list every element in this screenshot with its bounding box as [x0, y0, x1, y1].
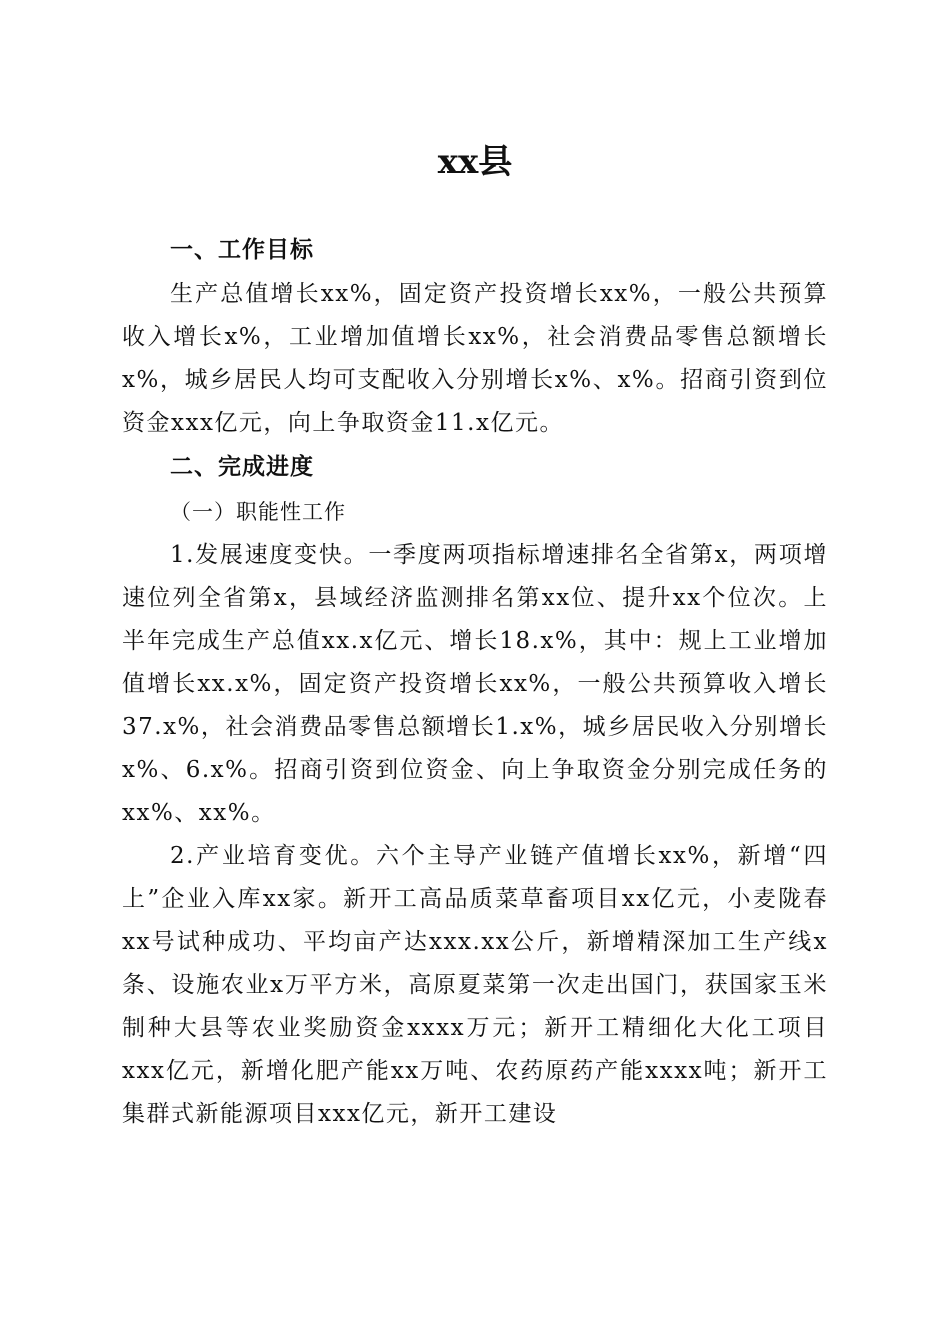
- paragraph-development-speed: 1.发展速度变快。一季度两项指标增速排名全省第x，两项增速位列全省第x，县域经济监测排名第xx位、提升xx个位次。上半年完成生产总值xx.x亿元、增长18.x%，其中：规上工业增加值增长xx.x%，固定资产投资增长xx%，一般公共预算收入增长37.x%，社会消费品零售总额增长1.x%，城乡居民收入分别增长x%、6.x%。招商引资到位资金、向上争取资金分别完成任务的xx%、xx%。: [122, 542, 828, 826]
- paragraph-industry-cultivation: 2.产业培育变优。六个主导产业链产值增长xx%，新增“四上”企业入库xx家。新开工高品质菜草畜项目xx亿元，小麦陇春xx号试种成功、平均亩产达xxx.xx公斤，新增精深加工生产线x条、设施农业x万平方米，高原夏菜第一次走出国门，获国家玉米制种大县等农业奖励资金xxxx万元；新开工精细化大化工项目xxx亿元，新增化肥产能xx万吨、农药原药产能xxxx吨；新开工集群式新能源项目xxx亿元，新开工建设: [122, 843, 828, 1127]
- paragraph-goals: 生产总值增长xx%，固定资产投资增长xx%，一般公共预算收入增长x%，工业增加值增长xx%，社会消费品零售总额增长x%，城乡居民人均可支配收入分别增长x%、x%。招商引资到位资金xxx亿元，向上争取资金11.x亿元。: [122, 281, 828, 436]
- document-body: [122, 228, 828, 1136]
- section-heading-goals: 一、工作目标: [170, 237, 314, 263]
- subsection-heading-functional-work: （一）职能性工作: [170, 500, 346, 524]
- section-heading-progress: 二、完成进度: [170, 454, 314, 480]
- document-title: xx县: [437, 142, 513, 182]
